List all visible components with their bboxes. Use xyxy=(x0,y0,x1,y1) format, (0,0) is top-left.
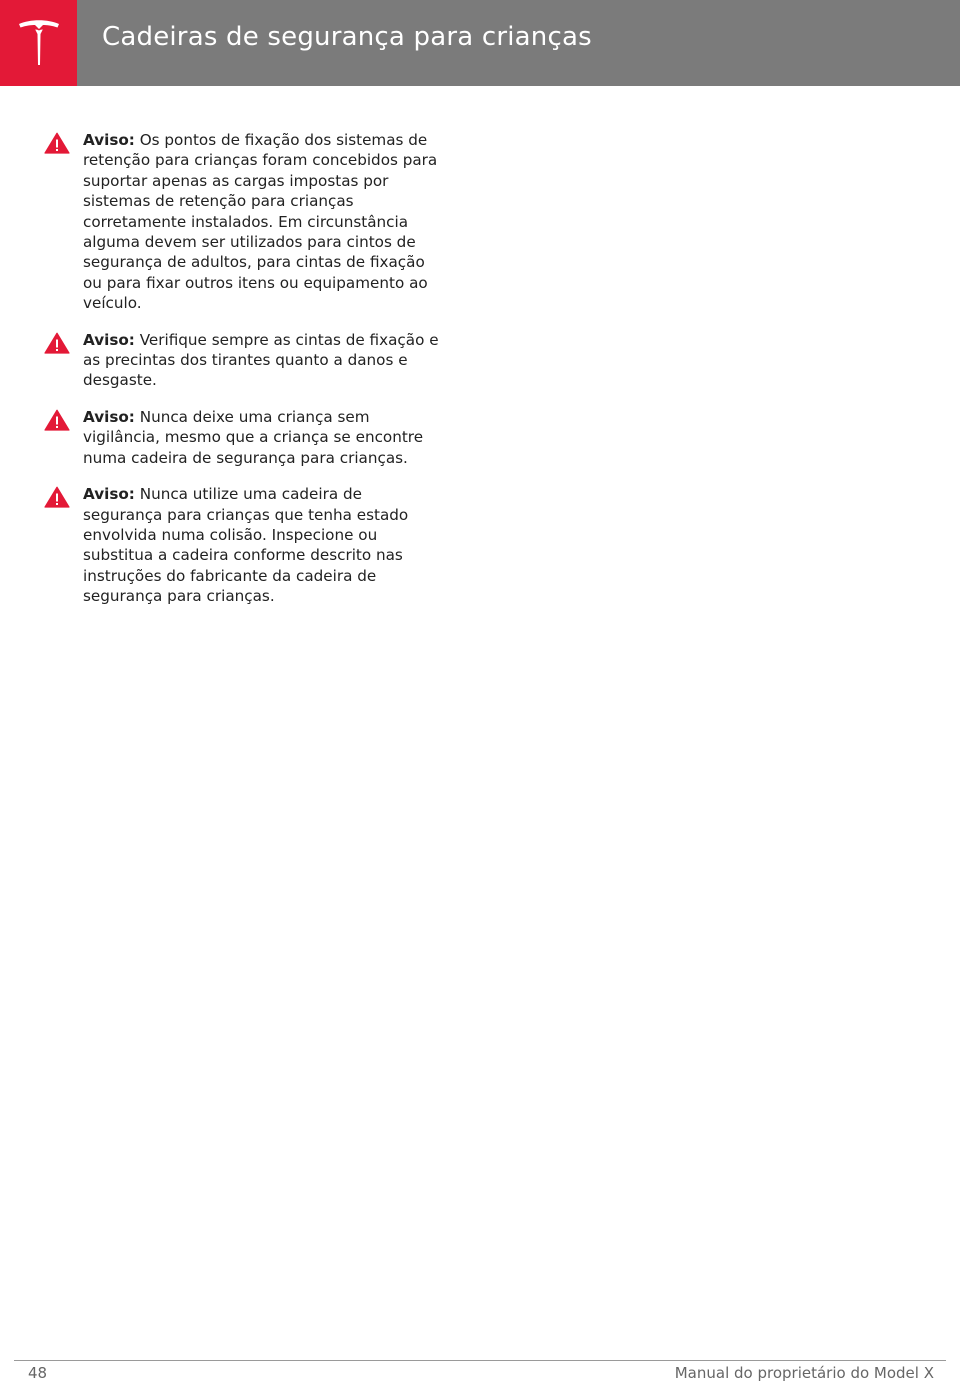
warning-triangle-icon xyxy=(44,409,70,431)
tesla-logo xyxy=(0,0,77,86)
warning-item xyxy=(44,330,444,391)
warning-label: Aviso: xyxy=(83,131,135,149)
page-title: Cadeiras de segurança para crianças xyxy=(102,22,592,52)
page-number: 48 xyxy=(28,1364,48,1382)
warning-text xyxy=(83,330,444,391)
warning-triangle-icon xyxy=(44,132,70,154)
warning-item xyxy=(44,130,444,314)
warning-text xyxy=(83,407,444,468)
warning-label: Aviso: xyxy=(83,330,135,349)
footer-manual-title: Manual do proprietário do Model X xyxy=(674,1364,934,1382)
page-header xyxy=(0,0,960,86)
footer-divider xyxy=(14,1360,946,1361)
warnings-list xyxy=(44,130,444,623)
warning-body: Os pontos de fixação dos sistemas de retenção para crianças foram concebidos para suportar apenas as cargas impostas por sistemas de retenção para crianças corretamente instalados. Em circunstância alguma devem ser utilizados para cintos de segurança de adultos, para cintas de fixação ou para fixar outros itens ou equipamento ao veículo. xyxy=(83,131,438,313)
warning-label: Aviso: xyxy=(83,407,135,426)
warning-body: Nunca deixe uma criança sem vigilância, mesmo que a criança se encontre numa cadeira de segurança para crianças. xyxy=(83,407,424,467)
warning-item xyxy=(44,407,444,468)
warning-text xyxy=(83,484,444,606)
warning-triangle-icon xyxy=(44,486,70,508)
warning-label: Aviso: xyxy=(83,485,135,504)
warning-body: Nunca utilize uma cadeira de segurança para crianças que tenha estado envolvida numa colisão. Inspecione ou substitua a cadeira conforme descrito nas instruções do fabricante da cadeira de segurança para crianças. xyxy=(83,485,409,606)
warning-item xyxy=(44,484,444,606)
warning-body: Verifique sempre as cintas de fixação e as precintas dos tirantes quanto a danos e desgaste. xyxy=(83,330,439,390)
tesla-logo-icon xyxy=(16,18,62,68)
warning-text xyxy=(83,130,444,314)
warning-triangle-icon xyxy=(44,332,70,354)
